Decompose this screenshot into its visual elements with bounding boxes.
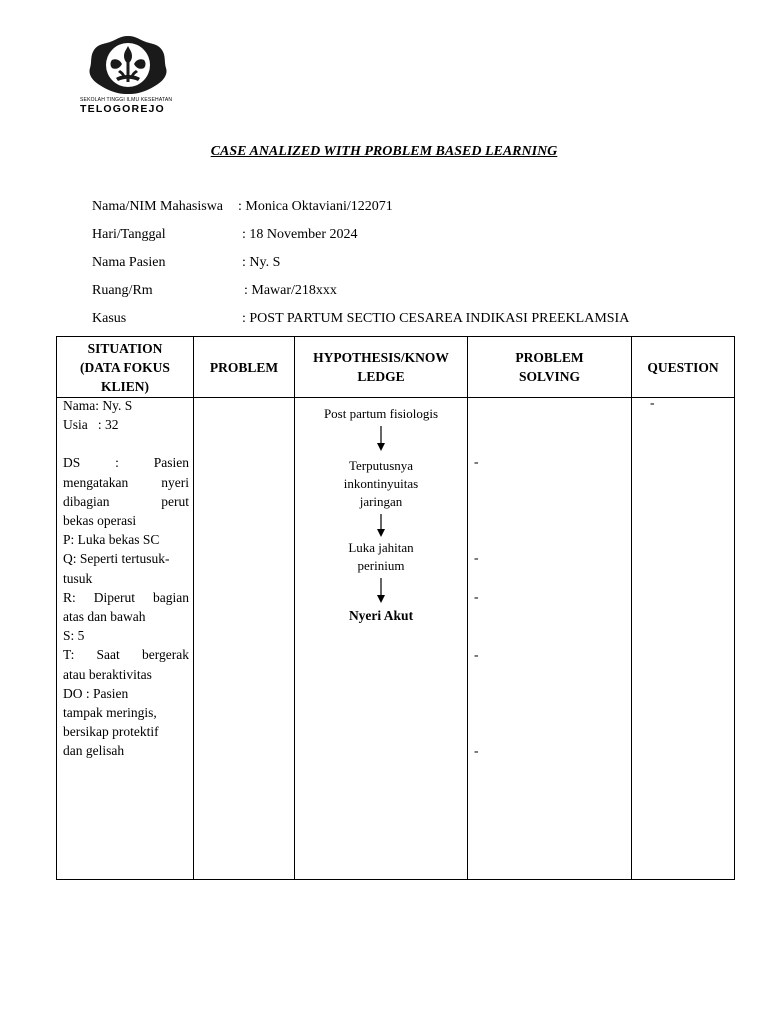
info-value: : POST PARTUM SECTIO CESAREA INDIKASI PREEKLAMSIA	[242, 311, 630, 326]
header-problem-solving: PROBLEM SOLVING	[468, 337, 632, 398]
hypothesis-step: Terputusnya	[348, 458, 414, 473]
header-situation: SITUATION (DATA FOKUS KLIEN)	[57, 337, 194, 398]
situation-name: Nama: Ny. S	[63, 398, 133, 413]
arrow-down-icon	[295, 426, 467, 452]
situation-do-line: bersikap protektif	[63, 724, 159, 740]
info-value: : Mawar/218xxx	[244, 283, 337, 298]
hypothesis-result: Nyeri Akut	[348, 608, 414, 623]
info-label: Nama Pasien	[92, 255, 166, 270]
info-label: Hari/Tanggal	[92, 227, 166, 242]
logo	[80, 34, 178, 115]
problem-cell	[194, 398, 295, 880]
hypothesis-step: jaringan	[359, 494, 403, 509]
problem-solving-dash: -	[474, 647, 479, 662]
situation-t-line: atau beraktivitas	[63, 666, 152, 682]
arrow-down-icon	[295, 514, 467, 538]
problem-solving-dash: -	[474, 589, 479, 604]
problem-solving-dash: -	[474, 743, 479, 758]
hypothesis-step: perinium	[357, 558, 405, 573]
situation-ds-line: dibagian perut	[63, 493, 189, 509]
situation-r-line: atas dan bawah	[63, 609, 146, 625]
problem-solving-dash: -	[474, 454, 479, 469]
situation-ds-line: mengatakan nyeri	[63, 474, 189, 490]
situation-do-line: dan gelisah	[63, 743, 125, 759]
pbl-table	[56, 336, 735, 880]
info-value: : Ny. S	[242, 255, 281, 270]
situation-do-line: tampak meringis,	[63, 705, 157, 721]
header-problem: PROBLEM	[194, 337, 295, 398]
hypothesis-cell	[295, 398, 468, 880]
logo-subtitle: SEKOLAH TINGGI ILMU KESEHATAN	[80, 97, 173, 103]
situation-p: P: Luka bekas SC	[63, 532, 160, 548]
info-label: Kasus	[92, 311, 127, 326]
situation-q-line: Q: Seperti tertusuk-	[63, 551, 170, 567]
hypothesis-step: Post partum fisiologis	[323, 406, 439, 421]
page-title: CASE ANALIZED WITH PROBLEM BASED LEARNING	[210, 144, 558, 159]
header-question: QUESTION	[632, 337, 735, 398]
problem-solving-cell	[468, 398, 632, 880]
situation-s: S: 5	[63, 628, 85, 644]
situation-cell	[57, 398, 194, 880]
question-dash: -	[650, 395, 655, 410]
institution-emblem-icon	[86, 34, 170, 96]
situation-t-line: T: Saat bergerak	[63, 647, 189, 663]
situation-do-line: DO : Pasien	[63, 685, 129, 701]
situation-q-line: tusuk	[63, 570, 93, 586]
situation-ds-line: DS : Pasien	[63, 455, 189, 471]
situation-ds-line: bekas operasi	[63, 513, 137, 529]
arrow-down-icon	[295, 578, 467, 604]
table-row	[57, 398, 735, 880]
hypothesis-step: inkontinyuitas	[343, 476, 419, 491]
info-value: : 18 November 2024	[242, 227, 358, 242]
info-label: Ruang/Rm	[92, 283, 153, 298]
logo-name: TELOGOREJO	[80, 103, 165, 115]
info-value: : Monica Oktaviani/122071	[238, 199, 393, 214]
situation-age: Usia : 32	[63, 417, 119, 433]
info-label: Nama/NIM Mahasiswa	[92, 199, 224, 214]
question-cell	[632, 395, 735, 880]
hypothesis-step: Luka jahitan	[348, 540, 414, 555]
table-header-row	[57, 337, 735, 398]
problem-solving-dash: -	[474, 550, 479, 565]
header-hypothesis: HYPOTHESIS/KNOW LEDGE	[295, 337, 468, 398]
situation-r-line: R: Diperut bagian	[63, 589, 189, 605]
